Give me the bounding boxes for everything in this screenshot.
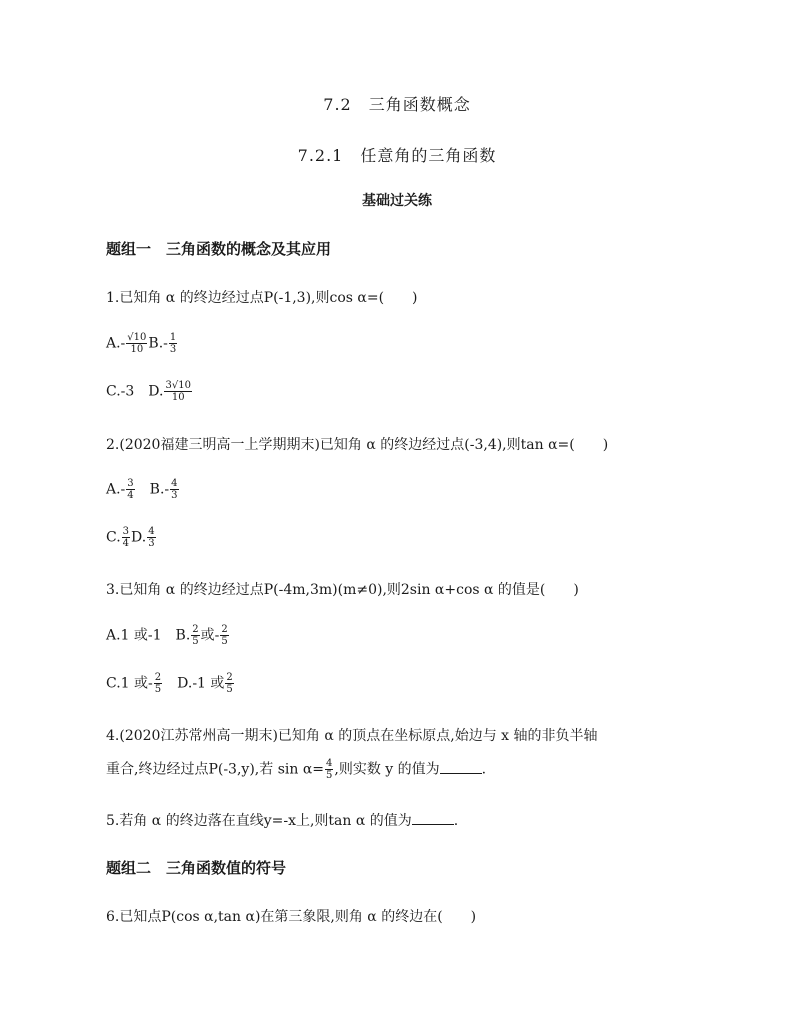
group-1-heading: 题组一 三角函数的概念及其应用 [106, 240, 332, 258]
fraction: $\frac{2}{5}$ [221, 624, 228, 647]
fraction: $\frac{1}{3}$ [169, 332, 177, 355]
fraction: $\frac{4}{3}$ [148, 526, 155, 549]
answer-blank[interactable] [440, 761, 482, 774]
subsection-title: 7.2.1 任意角的三角函数 [297, 146, 497, 165]
question-5: 5.若角 α 的终边落在直线y=-x上,则tan α 的值为 . [106, 813, 459, 829]
question-1-options-ab: A.- $\frac{√10}{10}$ B.- $\frac{1}{3}$ [106, 332, 177, 355]
fraction: $\frac{4}{3}$ [171, 478, 178, 501]
section-title: 7.2 三角函数概念 [323, 95, 471, 114]
fraction: $\frac{3√10}{10}$ [165, 380, 191, 403]
question-4-line-2: 重合,终边经过点P(-3,y),若 sin α= $\frac{4}{5}$ ,则实数 y 的值为 . [106, 758, 487, 781]
question-3-options-cd: C.1 或- $\frac{2}{5}$ D.-1 或 $\frac{2}{5}$ [106, 672, 233, 695]
group-2-heading: 题组二 三角函数值的符号 [106, 859, 287, 877]
question-6-stem: 6.已知点P(cos α,tan α)在第三象限,则角 α 的终边在( ) [106, 909, 477, 925]
question-1-stem: 1.已知角 α 的终边经过点P(-1,3),则cos α=( ) [106, 290, 418, 306]
question-1-options-cd: C.-3 D. $\frac{3√10}{10}$ [106, 380, 191, 403]
level-title: 基础过关练 [362, 193, 432, 209]
fraction: $\frac{2}{5}$ [192, 624, 199, 647]
fraction: $\frac{2}{5}$ [226, 672, 233, 695]
question-4-line-1: 4.(2020江苏常州高一期末)已知角 α 的顶点在坐标原点,始边与 x 轴的非负半轴 [106, 728, 598, 744]
question-2-options-cd: C. $\frac{3}{4}$ D. $\frac{4}{3}$ [106, 526, 155, 549]
fraction: $\frac{4}{5}$ [326, 758, 333, 781]
question-2-stem: 2.(2020福建三明高一上学期期末)已知角 α 的终边经过点(-3,4),则tan α=( ) [106, 437, 609, 453]
question-2-options-ab: A.- $\frac{3}{4}$ B.- $\frac{4}{3}$ [106, 478, 178, 501]
fraction: $\frac{√10}{10}$ [127, 332, 147, 355]
fraction: $\frac{3}{4}$ [122, 526, 130, 549]
fraction: $\frac{3}{4}$ [127, 478, 134, 501]
fraction: $\frac{2}{5}$ [154, 672, 162, 695]
question-3-stem: 3.已知角 α 的终边经过点P(-4m,3m)(m≠0),则2sin α+cos α 的值是( ) [106, 582, 579, 598]
question-3-options-ab: A.1 或-1 B. $\frac{2}{5}$ 或- $\frac{2}{5}$ [106, 624, 228, 647]
answer-blank[interactable] [412, 812, 454, 825]
